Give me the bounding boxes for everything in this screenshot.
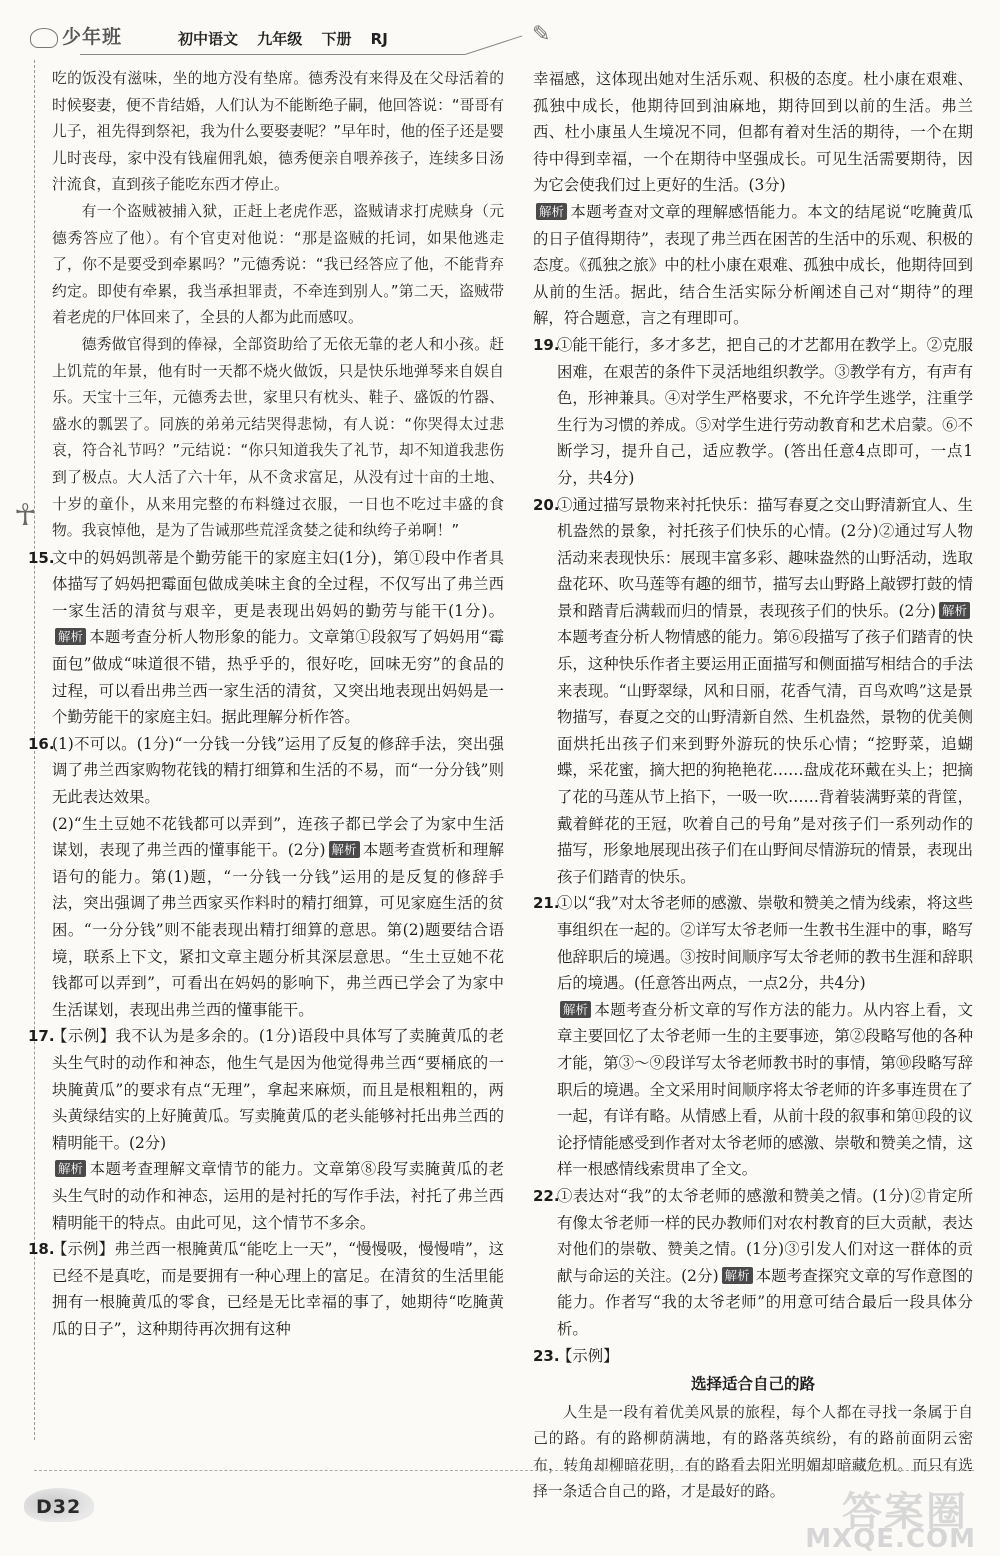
footer-rule bbox=[34, 1470, 974, 1471]
logo-text: 少年班 bbox=[62, 26, 123, 48]
answer-17 bbox=[8, 1023, 504, 1236]
question-number: 21. bbox=[533, 894, 560, 913]
analysis-tag: 解析 bbox=[55, 1160, 86, 1177]
question-number: 16. bbox=[28, 734, 55, 753]
analysis-tag: 解析 bbox=[55, 628, 86, 645]
watermark bbox=[786, 1480, 986, 1554]
answer-23 bbox=[533, 1343, 973, 1370]
answer-text: 幸福感，这体现出她对生活乐观、积极的态度。杜小康在艰难、孤独中成长，他期待回到油麻地，期待回到以前的生活。弗兰西、杜小康虽人生境况不同，但都有着对生活的期待，一个在期待中得到幸福，一个在期待中坚强成长。可见生活需要期待，因为它会使我们过上更好的生活。(3分) bbox=[533, 70, 973, 195]
watermark-url: MXQE.COM bbox=[805, 1524, 976, 1554]
answer-text: (1)不可以。(1分)“一分钱一分钱”运用了反复的修辞手法，突出强调了弗兰西家购物花钱的精打细算和生活的不易，而“一分分钱”则无此表达效果。 bbox=[52, 734, 504, 807]
answer-text: ①能干能行，多才多艺，把自己的才艺都用在教学上。②克服困难，在艰苦的条件下灵活地组织教学。③教学有方，有声有色，形神兼具。④对学生严格要求，不允许学生逃学，注重学生行为习惯的养成。⑤对学生进行劳动教育和艺术启蒙。⑥不断学习，提升自己，适应教学。(答出任意4点即可，一点1分，共4分) bbox=[557, 335, 973, 487]
series-logo bbox=[30, 22, 122, 49]
answer-text: ①通过描写景物来衬托快乐：描写春夏之交山野清新宜人、生机盎然的景象，衬托孩子们快乐的心情。(2分)②通过写人物活动来表现快乐：展现丰富多彩、趣味盎然的山野活动，选取盘花环、吹马莲等有趣的细节，描写去山野路上敲锣打鼓的情景和踏青后满载而归的情景，表现孩子们的快乐。(2分) bbox=[557, 495, 973, 620]
right-column bbox=[533, 66, 973, 1506]
answer-text: 【示例】弗兰西一根腌黄瓜“能吃上一天”，“慢慢吸，慢慢啃”，这已经不是真吃，而是要拥有一种心理上的富足。在清贫的生活里能拥有一根腌黄瓜的零食，已经是无比幸福的事了，她期待“吃腌黄瓜的日子”，这种期待再次拥有这种 bbox=[52, 1240, 504, 1338]
analysis-tag: 解析 bbox=[560, 1001, 591, 1018]
analysis-tag: 解析 bbox=[536, 203, 567, 220]
answer-text: ①以“我”对太爷老师的感激、崇敬和赞美之情为线索，将这些事组织在一起的。②详写太爷老师一生教书生涯中的事，略写他辞职后的境遇。③按时间顺序写太爷老师的教书生涯和辞职后的境遇。(任意答出两点，一点2分，共4分) bbox=[557, 894, 973, 993]
analysis-tag: 解析 bbox=[329, 841, 360, 858]
header-rule bbox=[80, 54, 465, 55]
question-number: 18. bbox=[28, 1240, 55, 1259]
question-number: 19. bbox=[533, 335, 560, 354]
analysis-text: 本题考查理解文章情节的能力。文章第⑧段写卖腌黄瓜的老头生气时的动作和神态，运用的是衬托的写作手法，衬托了弗兰西精明能干的特点。由此可见，这个情节不多余。 bbox=[52, 1160, 504, 1232]
owl-logo-icon bbox=[30, 28, 58, 48]
analysis-tag: 解析 bbox=[939, 602, 970, 619]
analysis-text: 本题考查分析文章的写作方法的能力。从内容上看，文章主要回忆了太爷老师一生的主要事迹，第②段略写他的各种才能，第③～⑨段详写太爷老师教书时的事情，第⑩段略写辞职后的境遇。全文采用时间顺序将太爷老师的许多事连贯在了一起，有详有略。从情感上看，从前十段的叙事和第⑪段的议论抒情能感受到作者对太爷老师的感激、崇敬和赞美之情，这样一根感情线索贯串了全文。 bbox=[557, 1000, 973, 1179]
page-badge bbox=[24, 1488, 98, 1522]
question-number: 17. bbox=[28, 1027, 55, 1046]
header-rule-slant bbox=[465, 35, 522, 54]
book-info: 初中语文 九年级 下册 RJ bbox=[178, 30, 388, 48]
question-number: 20. bbox=[533, 495, 560, 514]
answer-18-continued bbox=[533, 66, 973, 332]
answer-16 bbox=[8, 731, 504, 1024]
page-number: D32 bbox=[36, 1496, 82, 1518]
analysis-text: 本题考查赏析和理解语句的能力。第(1)题，“一分钱一分钱”运用的是反复的修辞手法，突出强调了弗兰西家买作料时的精打细算，可见家庭生活的贫困。“一分分钱”则不能表现出精打细算的意思。第(2)题要结合语境，联系上下文，紧扣文章主题分析其深层意思。“生土豆她不花钱都可以弄到”，可看出在妈妈的影响下，弗兰西已学会了为家中生活谋划，表现出弗兰西的懂事能干。 bbox=[52, 841, 504, 1019]
answer-18 bbox=[8, 1236, 504, 1342]
essay-body: 人生是一段有着优美风景的旅程，每个人都在寻找一条属于自己的路。有的路柳荫满地，有的路落英缤纷，有的路前面阴云密布，转角却柳暗花明，有的路看去阳光明媚却暗藏危机。而只有选择一条适合自己的路，才是最好的路。 bbox=[533, 1403, 973, 1501]
analysis-text: 本题考查对文章的理解感悟能力。本文的结尾说“吃腌黄瓜的日子值得期待”，表现了弗兰西在困苦的生活中的乐观、积极的态度。《孤独之旅》中的杜小康在艰难、孤独中成长，他期待回到从前的生活。据此，结合生活实际分析阐述自己对“期待”的理解，符合题意，言之有理即可。 bbox=[533, 202, 973, 328]
answer-20 bbox=[533, 492, 973, 891]
analysis-text: 本题考查分析人物情感的能力。第⑥段描写了孩子们踏青的快乐，这种快乐作者主要运用正面描写和侧面描写相结合的手法来表现。“山野翠绿，风和日丽，花香气清，百鸟欢鸣”这是景物描写，春夏之交的山野清新自然、生机盎然，景物的优美侧面烘托出孩子们来到野外游玩的快乐心情；“挖野菜，追蝴蝶，采花蜜，摘大把的狗艳艳花……盘成花环戴在头上；把摘了花的马莲从节上掐下，一吸一吹……背着装满野菜的背筐，戴着鲜花的王冠，吹着自己的号角”是对孩子们一系列动作的描写，形象地展现出孩子们在山野间尽情游玩的情景，表现出孩子们踏青的快乐。 bbox=[557, 628, 973, 886]
question-number: 23. bbox=[533, 1346, 560, 1365]
answer-text: 【示例】我不认为是多余的。(1分)语段中具体写了卖腌黄瓜的老头生气时的动作和神态，他生气是因为他觉得弗兰西“要桶底的一块腌黄瓜”的要求有点“无理”，拿起来麻烦，而且是根粗粗的，两头黄绿结实的上好腌黄瓜。写卖腌黄瓜的老头能够衬托出弗兰西的精明能干。(2分) bbox=[52, 1027, 504, 1152]
question-number: 22. bbox=[533, 1186, 560, 1205]
analysis-tag: 解析 bbox=[722, 1267, 753, 1284]
translation-para-2: 有一个盗贼被捕入狱，正赶上老虎作恶，盗贼请求打虎赎身（元德秀答应了他）。有个官吏对他说：“那是盗贼的托词，如果他逃走了，你不是要受到牵累吗？”元德秀说：“我已经答应了他，不能背弃约定。即使有牵累，我当承担罪责，不牵连到别人。”第二天，盗贼带着老虎的尸体回来了，全县的人都为此而感叹。 bbox=[52, 202, 504, 327]
answer-21 bbox=[533, 890, 973, 1183]
stick-figure-icon: ☥ bbox=[14, 498, 37, 533]
analysis-text: 本题考查分析人物形象的能力。文章第①段叙写了妈妈用“霉面包”做成“味道很不错，热乎乎的，很好吃，回味无穷”的食品的过程，可以看出弗兰西一家生活的清贫，又突出地表现出妈妈是一个勤劳能干的家庭主妇。据此理解分析作答。 bbox=[52, 628, 504, 727]
answer-text: ①表达对“我”的太爷老师的感激和赞美之情。(1分)②肯定所有像太爷老师一样的民办教师们对农村教育的巨大贡献，表达对他们的崇敬、赞美之情。(1分)③引发人们对这一群体的贡献与命运的关注。(2分) bbox=[557, 1186, 973, 1285]
answer-22 bbox=[533, 1183, 973, 1343]
left-column bbox=[28, 66, 504, 1343]
answer-text: 【示例】 bbox=[557, 1346, 619, 1365]
translation-para-1: 吃的饭没有滋味，坐的地方没有垫席。德秀没有来得及在父母活着的时候娶妻，便不肯结婚，人们认为不能断绝子嗣，他回答说：“哥哥有儿子，祖先得到祭祀，我为什么要娶妻呢？”早年时，他的侄子还是婴儿时丧母，家中没有钱雇佣乳娘，德秀便亲自喂养孩子，连续多日汤汁流食，直到孩子能吃东西才停止。 bbox=[52, 70, 504, 194]
answer-15 bbox=[8, 545, 504, 731]
essay-title: 选择适合自己的路 bbox=[690, 1375, 815, 1394]
watermark-logo-text: 答案圈 bbox=[842, 1489, 968, 1535]
translation-para-3: 德秀做官得到的俸禄，全部资助给了无依无靠的老人和小孩。赶上饥荒的年景，他有时一天都不烧火做饭，只是快乐地弹琴来自娱自乐。天宝十三年，元德秀去世，家里只有枕头、鞋子、盛饭的竹器、盛水的瓢罢了。同族的弟弟元结哭得悲恸，有人说：“你哭得太过悲哀，符合礼节吗？”元结说：“你只知道我失了礼节，却不知道我悲伤到了极点。大人活了六十年，从不贪求富足，从没有过十亩的土地、十岁的童仆，从来用完整的布料缝过衣服，一日也不吃过丰盛的食物。我哀悼他，是为了告诫那些荒淫贪婪之徒和纨绔子弟啊！” bbox=[52, 335, 504, 540]
page-header bbox=[20, 14, 980, 64]
decor-doodle-icon: ✎ bbox=[532, 22, 551, 47]
question-number: 15. bbox=[28, 548, 55, 567]
answer-19 bbox=[533, 332, 973, 492]
answer-text-2: (2)“生土豆她不花钱都可以弄到”，连孩子都已学会了为家中生活谋划，表现了弗兰西的懂事能干。(2分) bbox=[52, 814, 504, 860]
analysis-text: 本题考查探究文章的写作意图的能力。作者写“我的太爷老师”的用意可结合最后一段具体分析。 bbox=[557, 1266, 973, 1338]
answer-text: 文中的妈妈凯蒂是个勤劳能干的家庭主妇(1分)，第①段中作者具体描写了妈妈把霉面包做成美味主食的全过程，不仅写出了弗兰西一家生活的清贫与艰辛，更是表现出妈妈的勤劳与能干(1分)。 bbox=[52, 548, 504, 620]
